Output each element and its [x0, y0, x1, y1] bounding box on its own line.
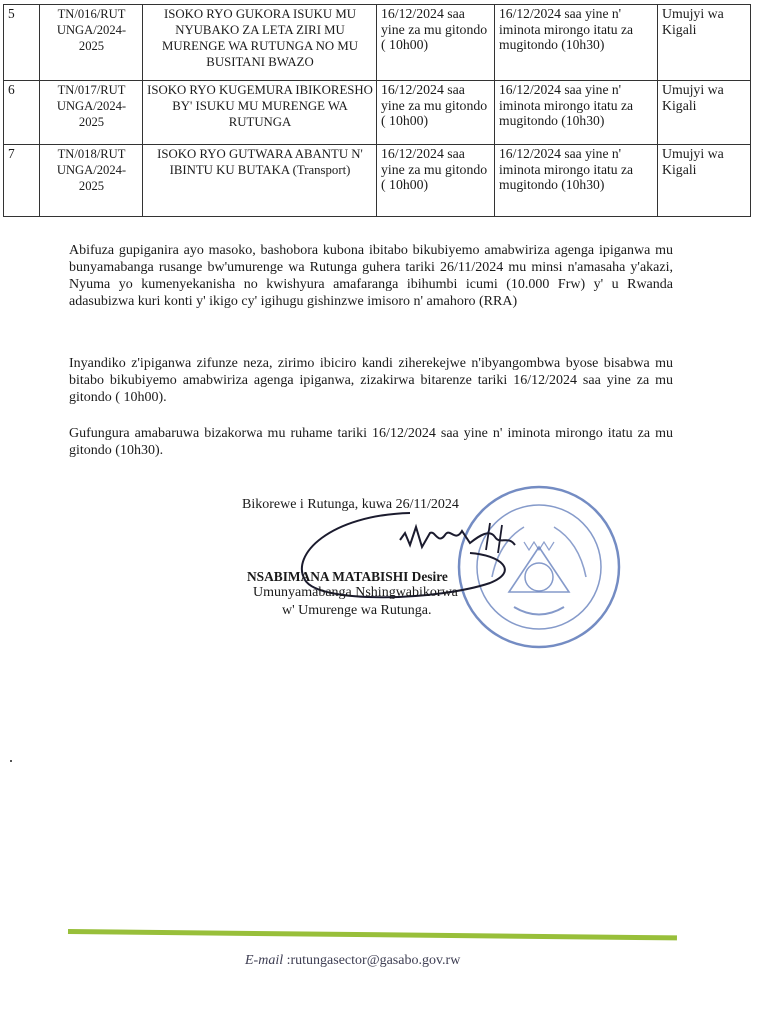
tender-reference: TN/016/RUT UNGA/2024- 2025 [40, 5, 143, 81]
footer-email [245, 953, 460, 969]
tender-location: Umujyi wa Kigali [658, 5, 751, 81]
tender-location: Umujyi wa Kigali [658, 81, 751, 145]
opening-time: 16/12/2024 saa yine n' iminota mirongo itatu za mugitondo (10h30) [495, 145, 658, 217]
tender-title: ISOKO RYO GUKORA ISUKU MU NYUBAKO ZA LETA ZIRI MU MURENGE WA RUTUNGA NO MU BUSITANI BWAZO [143, 5, 377, 81]
stray-mark [10, 760, 12, 762]
paragraph-bid-opening: Gufungura amabaruwa bizakorwa mu ruhame tariki 16/12/2024 saa yine n' iminota mirongo itatu za mu gitondo (10h30). [69, 426, 673, 458]
opening-time: 16/12/2024 saa yine n' iminota mirongo itatu za mugitondo (10h30) [495, 5, 658, 81]
signature-place-date: Bikorewe i Rutunga, kuwa 26/11/2024 [242, 497, 459, 512]
tender-location: Umujyi wa Kigali [658, 145, 751, 217]
tender-number: 6 [4, 81, 40, 145]
table-row [4, 81, 751, 145]
submission-deadline: 16/12/2024 saa yine za mu gitondo ( 10h00) [377, 5, 495, 81]
opening-time: 16/12/2024 saa yine n' iminota mirongo itatu za mugitondo (10h30) [495, 81, 658, 145]
submission-deadline: 16/12/2024 saa yine za mu gitondo ( 10h00) [377, 81, 495, 145]
signatory-role: Umunyamabanga Nshingwabikorwa [253, 585, 458, 600]
paragraph-bid-submission: Inyandiko z'ipiganwa zifunze neza, zirimo ibiciro kandi ziherekejwe n'ibyangombwa byose bisabwa mu bitabo bikubiyemo amabwiriza agenga ipiganwa, zizakirwa bitarenze tariki 16/12/2024 saa yine za mu gitondo ( 10h00). [69, 356, 673, 405]
tender-title: ISOKO RYO KUGEMURA IBIKORESHO BY' ISUKU MU MURENGE WA RUTUNGA [143, 81, 377, 145]
paragraph-purchase-documents: Abifuza gupiganira ayo masoko, bashobora kubona ibitabo bikubiyemo amabwiriza agenga ipiganwa mu bunyamabanga rusange bw'umurenge wa Rutunga guhera tariki 26/11/2024 mu minsi n'amasaha y'akazi, Nyuma yo kumenyekanisha no kwishyura amafaranga ibihumbi icumi (10.000 Frw) y' u Rwanda adasubizwa kuri konti y' ikigo cy' igihugu gishinzwe imisoro n' amahoro (RRA) [69, 243, 673, 309]
table-row [4, 5, 751, 81]
footer-divider [68, 929, 677, 940]
signatory-name: NSABIMANA MATABISHI Desire [247, 569, 448, 584]
tender-number: 5 [4, 5, 40, 81]
tender-reference: TN/018/RUT UNGA/2024- 2025 [40, 145, 143, 217]
table-row [4, 145, 751, 217]
tender-number: 7 [4, 145, 40, 217]
tender-title: ISOKO RYO GUTWARA ABANTU N' IBINTU KU BUTAKA (Transport) [143, 145, 377, 217]
email-address: :rutungasector@gasabo.gov.rw [286, 953, 461, 968]
tender-reference: TN/017/RUT UNGA/2024- 2025 [40, 81, 143, 145]
signatory-office: w' Umurenge wa Rutunga. [282, 603, 432, 618]
email-label: E-mail [245, 953, 284, 968]
submission-deadline: 16/12/2024 saa yine za mu gitondo ( 10h00) [377, 145, 495, 217]
tender-table [3, 4, 751, 217]
